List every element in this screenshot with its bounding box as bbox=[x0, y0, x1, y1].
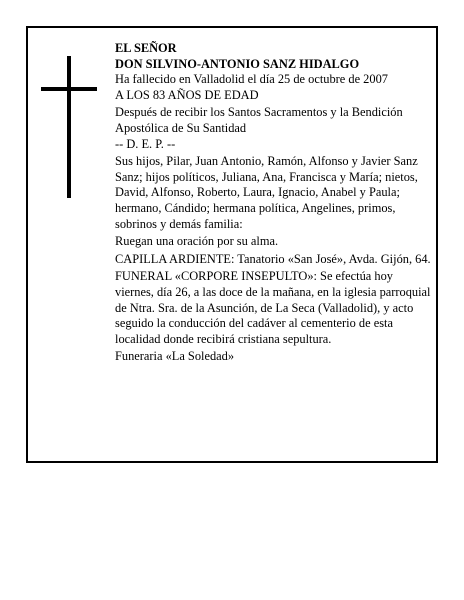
sacraments-line: Después de recibir los Santos Sacramentos y la Bendición Apostólica de Su Santidad bbox=[115, 105, 403, 135]
obituary-notice bbox=[26, 26, 438, 463]
notice-title: EL SEÑOR bbox=[115, 41, 177, 55]
prayer-line: Ruegan una oración por su alma. bbox=[115, 234, 279, 249]
cross-vertical-bar bbox=[67, 56, 71, 198]
funeral-home-line: Funeraria «La Soledad» bbox=[115, 349, 235, 364]
death-date-line: Ha fallecido en Valladolid el día 25 de octubre de 2007 bbox=[115, 72, 388, 87]
funeral-paragraph: FUNERAL «CORPORE INSEPULTO»: Se efectúa hoy viernes, día 26, a las doce de la mañana, en la iglesia parroquial de Ntra. Sra. de la Asunción, de La Seca (Valladolid), y acto seguido la conducción del cadáver al cementerio de esta localidad donde recibirá cristiana sepultura. bbox=[115, 269, 431, 346]
age-line: A LOS 83 AÑOS DE EDAD bbox=[115, 87, 259, 102]
notice-text bbox=[115, 41, 433, 365]
deceased-name: DON SILVINO-ANTONIO SANZ HIDALGO bbox=[115, 56, 360, 71]
family-paragraph: Sus hijos, Pilar, Juan Antonio, Ramón, Alfonso y Javier Sanz Sanz; hijos políticos, Juliana, Ana, Francisca y María; nietos, David, Alfonso, Roberto, Laura, Ignacio, Anabel y Paula; hermano, Cándido; hermana política, Angelines, primos, sobrinos y demás familia: bbox=[115, 154, 418, 231]
chapel-paragraph: CAPILLA ARDIENTE: Tanatorio «San José», Avda. Gijón, 64. bbox=[115, 251, 431, 266]
dep-line: -- D. E. P. -- bbox=[115, 136, 176, 151]
cross-horizontal-bar bbox=[41, 87, 97, 91]
